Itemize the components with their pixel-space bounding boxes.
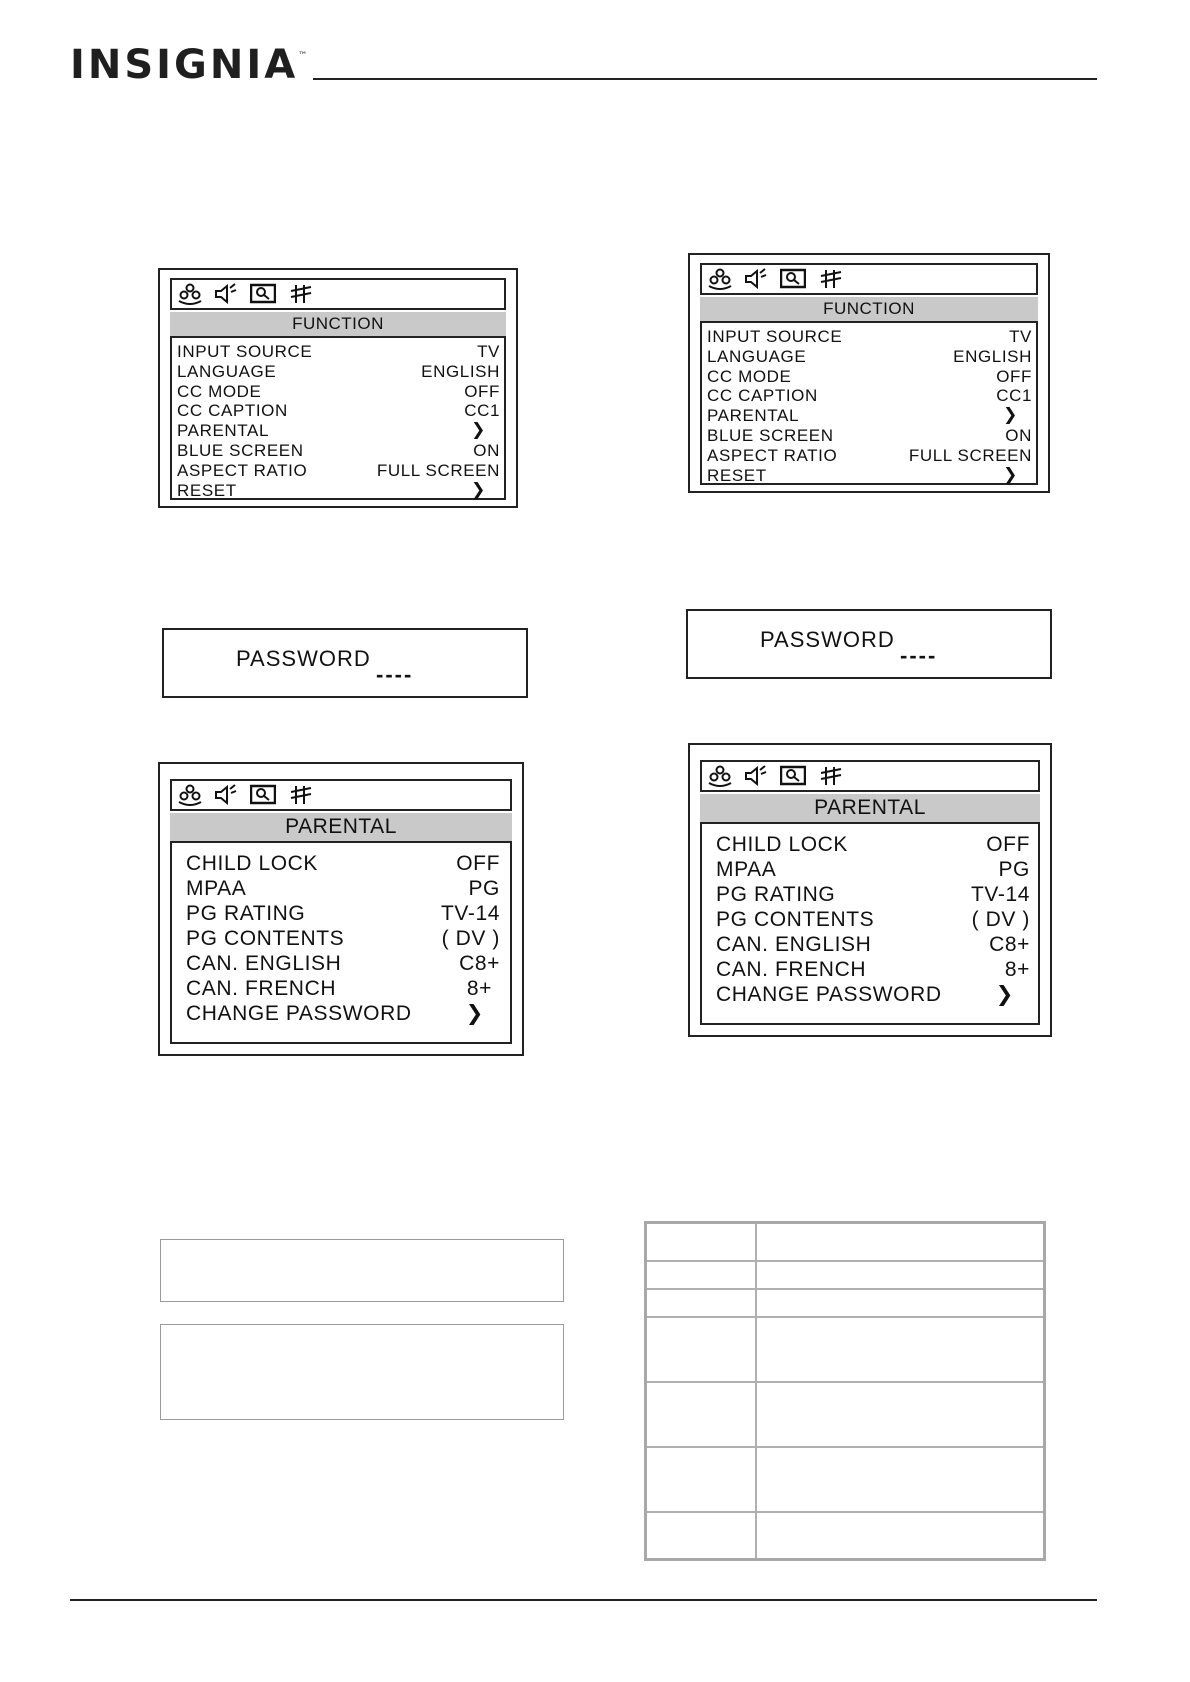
antenna-icon[interactable] [818, 765, 844, 787]
menu-row-pg-contents[interactable]: PG CONTENTS ( DV ) [716, 908, 1030, 931]
menu-row-change-password[interactable]: CHANGE PASSWORD ❯ [716, 982, 1014, 1006]
menu-row-pg-rating[interactable]: PG RATING TV-14 [716, 883, 1030, 906]
menu-row-aspect-ratio[interactable]: ASPECT RATIO FULL SCREEN [177, 460, 500, 480]
password-label: PASSWORD [236, 646, 371, 671]
menu-row-mpaa[interactable]: MPAA PG [716, 858, 1030, 881]
function-menu-left [158, 268, 518, 508]
viewer-icon[interactable] [178, 283, 202, 305]
table-cell [646, 1512, 757, 1560]
menu-row-child-lock[interactable]: CHILD LOCK OFF [716, 833, 1030, 856]
table-header-row [646, 1223, 1045, 1261]
table-cell [646, 1289, 757, 1317]
table-cell [646, 1223, 757, 1261]
menu-row-blue-screen[interactable]: BLUE SCREEN ON [707, 425, 1032, 445]
menu-row-aspect-ratio[interactable]: ASPECT RATIO FULL SCREEN [707, 445, 1032, 465]
menu-title: FUNCTION [170, 312, 506, 336]
menu-row-language[interactable]: LANGUAGE ENGLISH [707, 346, 1032, 366]
screen-icon[interactable] [250, 283, 276, 305]
menu-icon-bar [700, 760, 1040, 792]
menu-row-cc-mode[interactable]: CC MODE OFF [177, 381, 500, 401]
menu-row-blue-screen[interactable]: BLUE SCREEN ON [177, 440, 500, 460]
menu-title: FUNCTION [700, 297, 1038, 321]
menu-row-pg-rating[interactable]: PG RATING TV-14 [186, 902, 500, 925]
table-cell [756, 1289, 1045, 1317]
password-dialog-left [162, 628, 528, 698]
menu-row-input-source[interactable]: INPUT SOURCE TV [707, 327, 1032, 346]
menu-row-parental[interactable]: PARENTAL ❯ [707, 405, 1018, 426]
parental-menu-left [158, 762, 524, 1056]
menu-row-child-lock[interactable]: CHILD LOCK OFF [186, 852, 500, 875]
password-label: PASSWORD [760, 627, 895, 652]
speaker-icon[interactable] [744, 268, 768, 290]
table-cell [756, 1223, 1045, 1261]
table-row [646, 1447, 1045, 1512]
menu-body [170, 841, 512, 1044]
caution-box [160, 1324, 564, 1420]
menu-row-mpaa[interactable]: MPAA PG [186, 877, 500, 900]
footer-rule [70, 1599, 1097, 1601]
menu-row-parental[interactable]: PARENTAL ❯ [177, 420, 486, 441]
password-input[interactable]: ---- [900, 643, 938, 668]
password-input[interactable]: ---- [376, 662, 414, 687]
table-cell [646, 1317, 757, 1382]
menu-body [170, 336, 506, 500]
table-cell [756, 1447, 1045, 1512]
menu-title: PARENTAL [700, 794, 1040, 822]
table-cell [756, 1512, 1045, 1560]
table-cell [756, 1261, 1045, 1289]
viewer-icon[interactable] [708, 268, 732, 290]
menu-icon-bar [170, 278, 506, 310]
menu-icon-bar [170, 779, 512, 811]
speaker-icon[interactable] [744, 765, 768, 787]
antenna-icon[interactable] [288, 784, 314, 806]
ratings-table [644, 1221, 1046, 1561]
antenna-icon[interactable] [818, 268, 844, 290]
screen-icon[interactable] [250, 784, 276, 806]
parental-menu-right [688, 743, 1052, 1037]
table-row [646, 1382, 1045, 1447]
menu-icon-bar [700, 263, 1038, 295]
menu-row-pg-contents[interactable]: PG CONTENTS ( DV ) [186, 927, 500, 950]
viewer-icon[interactable] [708, 765, 732, 787]
speaker-icon[interactable] [214, 784, 238, 806]
header-rule [313, 78, 1097, 80]
table-cell [646, 1382, 757, 1447]
function-menu-right [688, 253, 1050, 493]
menu-row-change-password[interactable]: CHANGE PASSWORD ❯ [186, 1001, 484, 1025]
insignia-logo: INSIGNIA™ [70, 42, 308, 88]
menu-row-reset[interactable]: RESET ❯ [177, 479, 486, 500]
screen-icon[interactable] [780, 765, 806, 787]
table-cell [646, 1447, 757, 1512]
table-row [646, 1261, 1045, 1289]
menu-row-can-french[interactable]: CAN. FRENCH 8+ [186, 977, 492, 1000]
menu-row-cc-caption[interactable]: CC CAPTION CC1 [707, 386, 1032, 406]
table-row [646, 1317, 1045, 1382]
password-dialog-right [686, 609, 1052, 679]
menu-row-cc-mode[interactable]: CC MODE OFF [707, 366, 1032, 386]
table-row [646, 1289, 1045, 1317]
menu-title: PARENTAL [170, 813, 512, 841]
menu-row-reset[interactable]: RESET ❯ [707, 464, 1018, 485]
menu-body [700, 321, 1038, 485]
note-box [160, 1239, 564, 1302]
menu-row-can-french[interactable]: CAN. FRENCH 8+ [716, 958, 1030, 981]
table-cell [756, 1317, 1045, 1382]
menu-row-cc-caption[interactable]: CC CAPTION CC1 [177, 401, 500, 421]
menu-row-input-source[interactable]: INPUT SOURCE TV [177, 342, 500, 361]
menu-row-can-english[interactable]: CAN. ENGLISH C8+ [186, 952, 500, 975]
speaker-icon[interactable] [214, 283, 238, 305]
menu-row-can-english[interactable]: CAN. ENGLISH C8+ [716, 933, 1030, 956]
screen-icon[interactable] [780, 268, 806, 290]
viewer-icon[interactable] [178, 784, 202, 806]
menu-row-language[interactable]: LANGUAGE ENGLISH [177, 361, 500, 381]
table-row [646, 1512, 1045, 1560]
table-cell [646, 1261, 757, 1289]
menu-body [700, 822, 1040, 1025]
table-cell [756, 1382, 1045, 1447]
antenna-icon[interactable] [288, 283, 314, 305]
